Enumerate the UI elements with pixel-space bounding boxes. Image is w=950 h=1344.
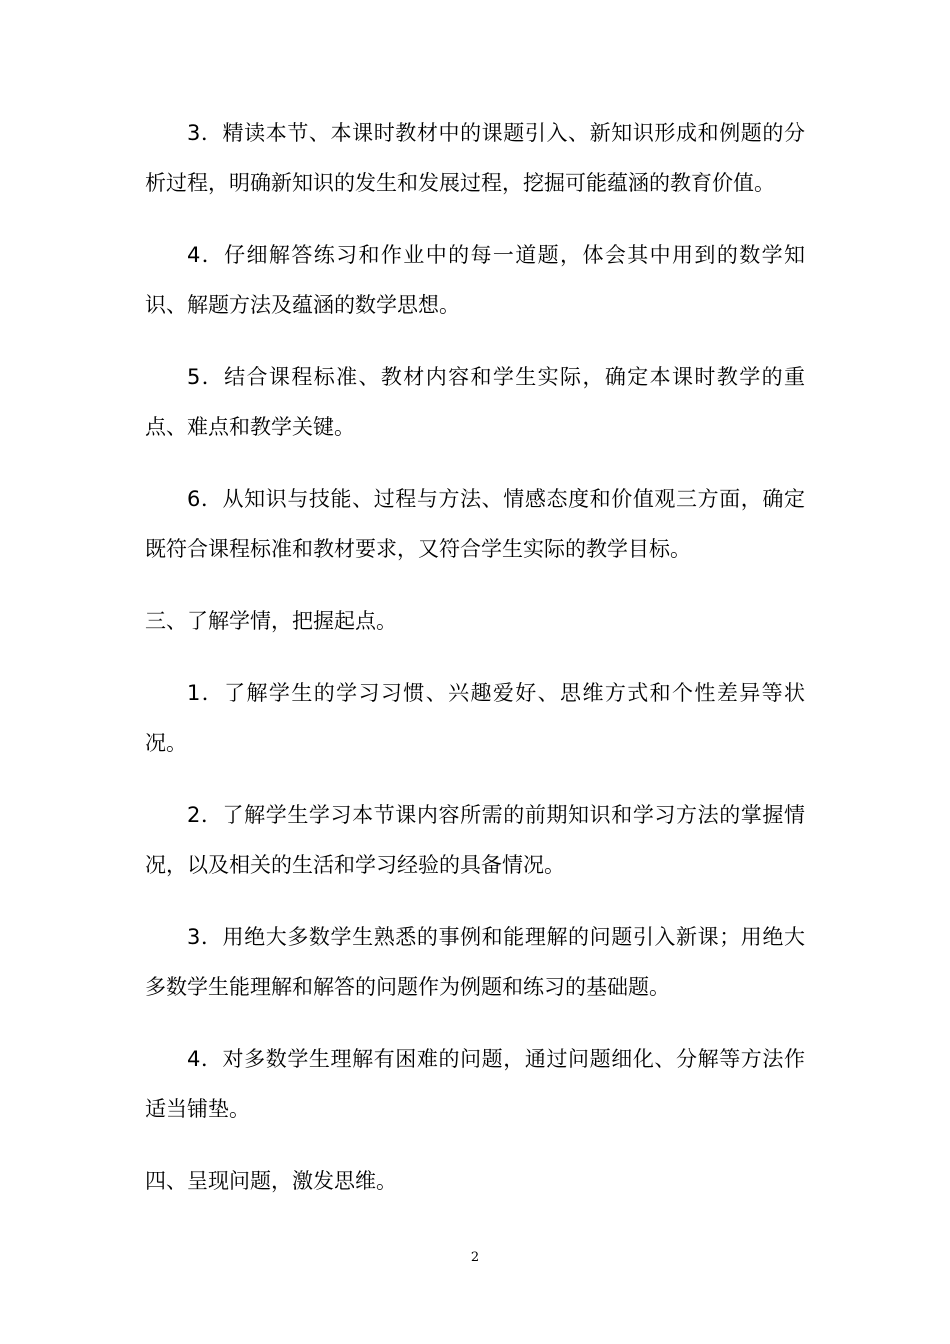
section-heading-3: 三、了解学情，把握起点。: [145, 609, 397, 633]
paragraph-item-4-scaffolding: 4．对多数学生理解有困难的问题，通过问题细化、分解等方法作适当铺垫。: [145, 1047, 805, 1121]
paragraph-item-3-introduce-lesson: 3．用绝大多数学生熟悉的事例和能理解的问题引入新课；用绝大多数学生能理解和解答的问题作为例题和练习的基础题。: [145, 925, 805, 999]
paragraph-item-2-prior-knowledge: 2．了解学生学习本节课内容所需的前期知识和学习方法的掌握情况，以及相关的生活和学习经验的具备情况。: [145, 803, 805, 877]
paragraph-item-1-student-habits: 1．了解学生的学习习惯、兴趣爱好、思维方式和个性差异等状况。: [145, 681, 805, 755]
paragraph-item-4-solve-exercises: 4．仔细解答练习和作业中的每一道题，体会其中用到的数学知识、解题方法及蕴涵的数学思想。: [145, 243, 805, 317]
section-heading-4: 四、呈现问题，激发思维。: [145, 1169, 397, 1193]
page-number: 2: [470, 1250, 480, 1265]
paragraph-item-5-key-points: 5．结合课程标准、教材内容和学生实际，确定本课时教学的重点、难点和教学关键。: [145, 365, 805, 439]
paragraph-item-3-intensive-reading: 3．精读本节、本课时教材中的课题引入、新知识形成和例题的分析过程，明确新知识的发生和发展过程，挖掘可能蕴涵的教育价值。: [145, 121, 805, 195]
page-content: [145, 108, 805, 1228]
paragraph-item-6-teaching-goals: 6．从知识与技能、过程与方法、情感态度和价值观三方面，确定既符合课程标准和教材要求，又符合学生实际的教学目标。: [145, 487, 805, 561]
